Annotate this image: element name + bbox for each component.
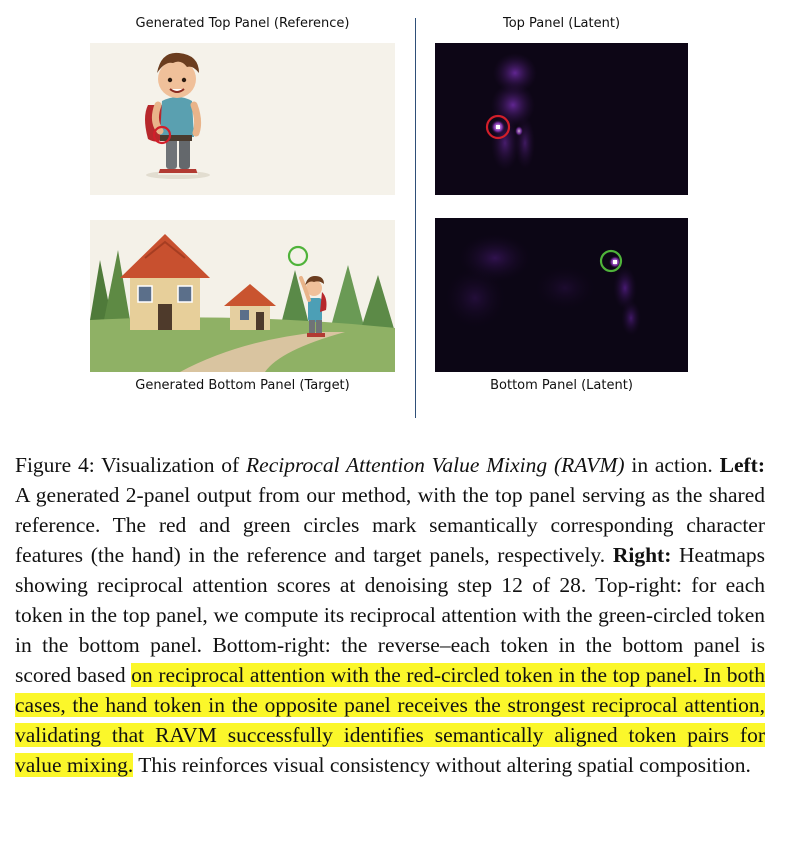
target-bottom-panel-image [90, 220, 395, 372]
highlighted-text: on reciprocal attention with the red-circled token in the top panel. In both cases, the hand token in the opposite panel receives the strongest reciprocal attention, validating that RAVM successfully identifies semantically aligned token pairs for value mixing. [15, 663, 765, 777]
caption-text-5: This reinforces visual consistency without altering spatial composition. [133, 753, 751, 777]
left-top-label: Generated Top Panel (Reference) [135, 16, 350, 31]
right-bottom-label: Bottom Panel (Latent) [490, 378, 633, 393]
top-latent-heatmap [435, 43, 688, 195]
bottom-latent-heatmap [435, 218, 688, 372]
top-heatmap-graphic [435, 43, 688, 195]
vertical-divider [415, 18, 416, 418]
house-scene-illustration [90, 220, 395, 372]
right-label: Right: [612, 543, 672, 567]
caption-text-4: Heatmaps showing reciprocal attention scores at denoising step 12 of 28. Top-right: for each token in the top panel, we compute its reciprocal attention with the green-circled token in the bottom panel. Bottom-right: the reverse–each token in the bottom panel is scored based [15, 543, 766, 687]
bottom-heatmap-graphic [435, 218, 688, 372]
figure-label: Figure 4: [15, 453, 95, 477]
left-bottom-label: Generated Bottom Panel (Target) [135, 378, 350, 393]
caption-text-3: A generated 2-panel output from our method, with the top panel serving as the shared reference. The red and green circles mark semantically corresponding character features (the hand) in the reference and target panels, respectively. [15, 483, 765, 567]
left-label: Left: [719, 453, 765, 477]
boy-illustration [90, 43, 395, 195]
figure-caption [15, 450, 765, 780]
caption-text-1: Visualization of [94, 453, 247, 477]
method-name: Reciprocal Attention Value Mixing (RAVM) [246, 453, 625, 477]
caption-text-2: in action. [624, 453, 720, 477]
reference-top-panel-image [90, 43, 395, 195]
right-top-label: Top Panel (Latent) [502, 16, 621, 31]
